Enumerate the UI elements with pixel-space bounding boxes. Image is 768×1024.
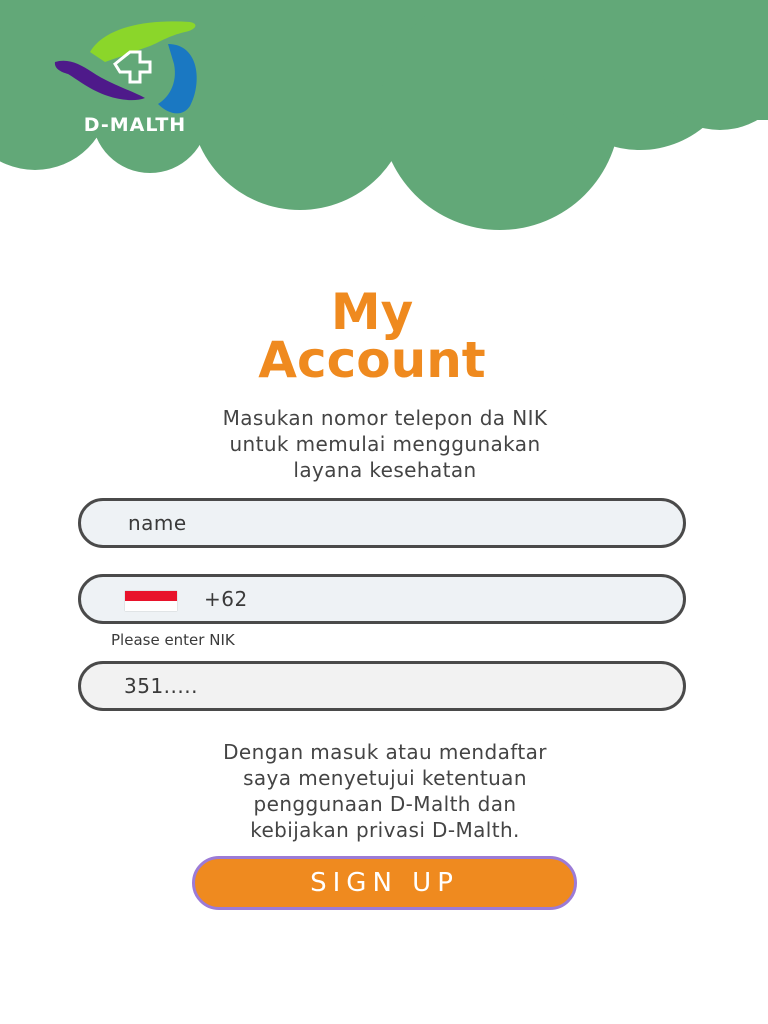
brand-name: D-MALTH [83, 114, 187, 136]
name-field-value: name [128, 511, 187, 535]
intro-text [160, 405, 610, 483]
intro-line: untuk memulai menggunakan [229, 432, 541, 456]
terms-text [150, 739, 620, 843]
page-title-line1: My [330, 283, 414, 341]
indonesia-flag-icon[interactable] [125, 591, 177, 611]
intro-line: Masukan nomor telepon da NIK [222, 406, 548, 430]
name-field[interactable] [78, 498, 686, 548]
nik-field[interactable] [78, 661, 686, 711]
terms-line: penggunaan D-Malth dan [253, 792, 517, 816]
terms-line: saya menyetujui ketentuan [243, 766, 527, 790]
intro-line: layana kesehatan [293, 458, 477, 482]
terms-line: Dengan masuk atau mendaftar [223, 740, 547, 764]
phone-field[interactable] [78, 574, 686, 624]
nik-label: Please enter NIK [111, 631, 235, 649]
nik-field-value: 351..... [124, 674, 198, 698]
page-title-line2: Account [258, 331, 486, 389]
sign-up-button[interactable]: SIGN UP [192, 856, 577, 910]
phone-country-code: +62 [204, 587, 248, 611]
terms-line: kebijakan privasi D-Malth. [250, 818, 520, 842]
